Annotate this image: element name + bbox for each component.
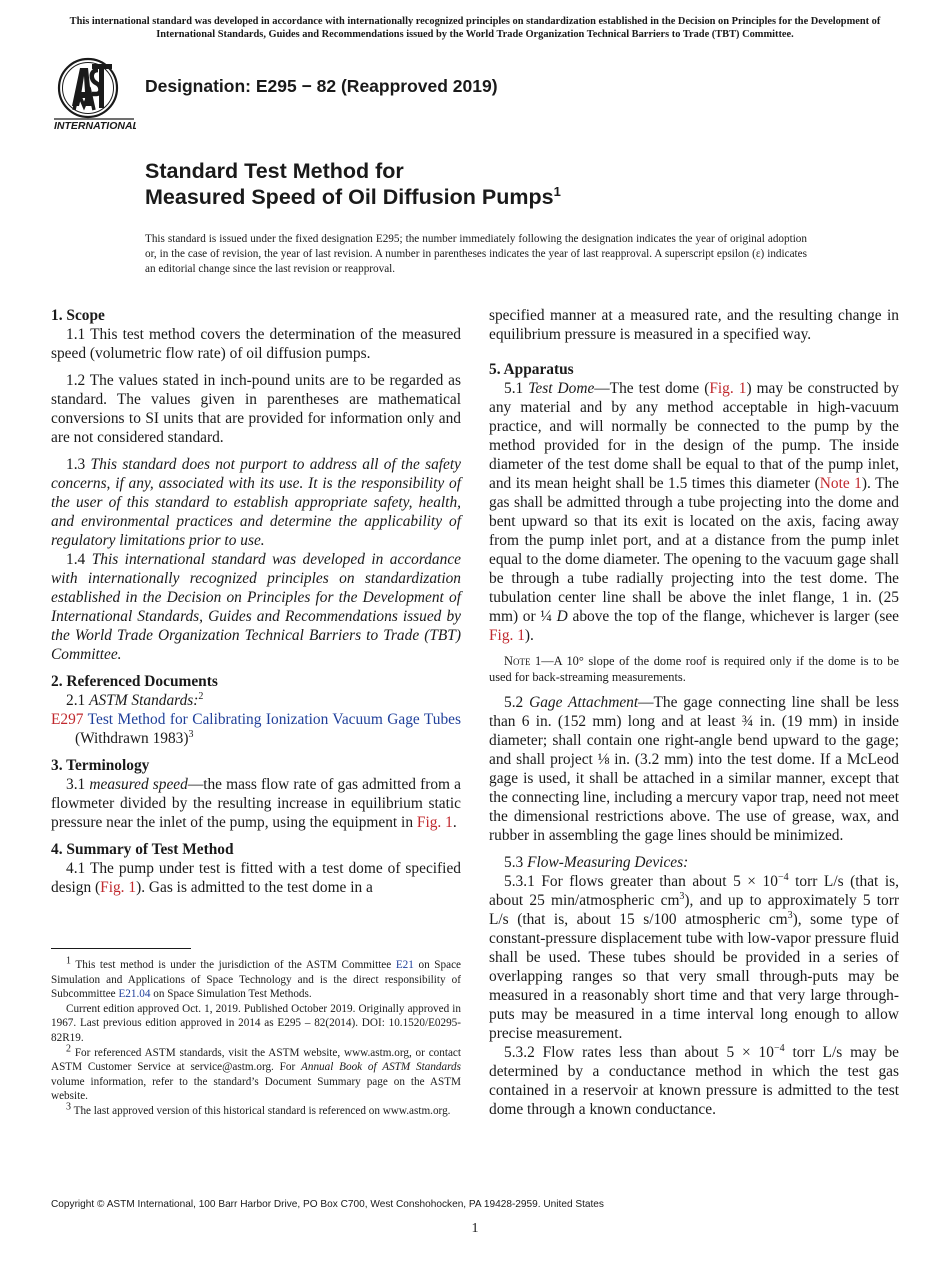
right-column: [489, 306, 899, 1119]
para-2-1: [51, 691, 461, 710]
footnote-1-a: This test method is under the jurisdiction of the ASTM Committee: [75, 959, 392, 971]
para-5-1-num: 5.1: [504, 380, 524, 397]
para-5-3-2: [489, 1043, 899, 1119]
para-1-3: [51, 455, 461, 550]
para-5-1-c: ). The gas shall be admitted through a tube projecting into the dome and bent upward so that its exit is located on the axis, facing away from the pump inlet port, and at a distance from the pump inlet equal to the dome diameter. The opening to the vacuum gage shall be through a tube radially projecting into the test dome. The tubulation center line shall be above the inlet flange, 1 in. (25 mm) or ¼: [489, 475, 899, 625]
ref-code-link[interactable]: E297: [51, 711, 84, 728]
para-5-1-d: D: [556, 608, 568, 625]
top-notice: This international standard was developed in accordance with internationally recognized principles on standardization established in the Decision on Principles for the Development of International Standards, Guides and Recommendations issued by the World Trade Organization Technical Barriers to Trade (TBT) Committee.: [69, 16, 881, 40]
para-5-2-term: Gage Attachment: [529, 694, 639, 711]
para-4-1: [51, 859, 461, 897]
para-5-1-f: ).: [524, 627, 534, 644]
para-1-4-text: This international standard was developed in accordance with internationally recognized principles on standardization established in the Decision on Principles for the Development of International Standards, Guides and Recommendations issued by the World Trade Organization Technical Barriers to Trade (TBT) Committee.: [51, 551, 461, 663]
footnote-1-edition: Current edition approved Oct. 1, 2019. Published October 2019. Originally approved in 1967. Last previous edition approved in 2014 as E295 – 82(2014). DOI: 10.1520/E0295-82R19.: [51, 1002, 461, 1044]
para-3-1: [51, 775, 461, 832]
footnote-1-c: on Space Simulation Test Methods.: [153, 988, 312, 1001]
footnote-divider: [51, 948, 191, 949]
title-line-2: [145, 184, 561, 210]
logo-wordmark: INTERNATIONAL: [54, 120, 136, 132]
para-5-3: [489, 853, 899, 872]
title-line-1: Standard Test Method for: [145, 159, 404, 183]
para-5-1: [489, 379, 899, 645]
referenced-standard: [51, 710, 461, 748]
para-5-3-2-exp: −4: [773, 1042, 785, 1054]
para-5-2: [489, 693, 899, 845]
fig-1-link[interactable]: Fig. 1: [100, 879, 137, 896]
para-5-3-1-a: 5.3.1 For flows greater than about 5 × 10: [504, 873, 778, 890]
subcommittee-e21-04-link[interactable]: E21.04: [118, 988, 151, 1001]
para-5-3-1-c: ), and up to approximately 5 torr L/s (that is, about 15 s/100 atmospheric cm: [489, 892, 899, 928]
footnote-3: [51, 1101, 461, 1119]
footnotes: [51, 955, 461, 1119]
footnote-2-mark: 2: [66, 1042, 71, 1054]
para-5-3-1-exp3: 3: [787, 909, 793, 921]
fig-1-link[interactable]: Fig. 1: [416, 814, 453, 831]
para-5-3-2-b: torr L/s may be determined by a conductance method in which the test gas contained in a reservoir at known pressure is admitted to the test dome through a known conductance.: [489, 1044, 899, 1118]
para-2-1-num: 2.1: [66, 692, 86, 709]
para-5-3-1-exp2: 3: [679, 890, 685, 902]
para-4-1-continued: specified manner at a measured rate, and the resulting change in equilibrium pressure is measured in a specified way.: [489, 307, 899, 343]
issued-notice: This standard is issued under the fixed designation E295; the number immediately following the designation indicates the year of original adoption or, in the case of revision, the year of last revision. A number in parentheses indicates the year of last reapproval. A superscript epsilon (ε) indicates an editorial change since the last revision or reapproval.: [145, 233, 807, 275]
fig-1-link[interactable]: Fig. 1: [489, 627, 525, 644]
note-1-label: Note 1: [504, 654, 542, 668]
footnote-2-a: For referenced ASTM standards, visit the ASTM website, www.astm.org, or contact ASTM Customer Service at service@astm.org. For: [51, 1046, 461, 1074]
para-4-1-b: ). Gas is admitted to the test dome in a: [136, 879, 373, 896]
title-footnote-mark: 1: [553, 183, 561, 199]
note-1: [489, 653, 899, 685]
page-number: 1: [471, 1221, 479, 1236]
footnote-2-italic: Annual Book of ASTM Standards: [301, 1061, 461, 1074]
ref-title-link[interactable]: Test Method for Calibrating Ionization Vacuum Gage Tubes: [87, 711, 461, 728]
para-3-1-num: 3.1: [66, 776, 86, 793]
fig-1-link[interactable]: Fig. 1: [709, 380, 747, 397]
footnote-2-b: volume information, refer to the standard’s Document Summary page on the ASTM website.: [51, 1075, 461, 1103]
section-1-heading: 1. Scope: [51, 307, 105, 324]
note-1-text: —A 10° slope of the dome roof is required only if the dome is to be used for back-streaming measurements.: [489, 654, 899, 684]
para-5-1-b: ) may be constructed by any material and by any method acceptable in high-vacuum practice, and will normally be connected to the pump by the method provided for in the design of the pump. The inside diameter of the test dome shall be equal to that of the pump inlet, and its mean height shall be 1.5 times this diameter (: [489, 380, 899, 492]
para-3-1-end: .: [452, 814, 457, 831]
para-5-2-num: 5.2: [504, 694, 524, 711]
para-5-1-e: above the top of the flange, whichever is larger (see: [572, 608, 899, 625]
para-1-4: [51, 550, 461, 664]
para-1-2: 1.2 The values stated in inch-pound units are to be regarded as standard. The values given in parentheses are mathematical conversions to SI units that are provided for information only and are not considered standard.: [51, 372, 461, 446]
section-5-heading: 5. Apparatus: [489, 361, 574, 378]
footnote-1: [51, 955, 461, 1002]
footnote-3-mark: 3: [66, 1101, 71, 1113]
para-5-3-1-exp: −4: [777, 871, 789, 883]
ref-sup: 3: [188, 728, 194, 740]
footnote-1-b: on Space Simulation and Applications of Space Technology and is the direct responsibility of Subcommittee: [51, 959, 461, 1001]
para-2-1-sup: 2: [198, 690, 204, 702]
para-2-1-text: ASTM Standards:: [89, 692, 199, 709]
para-5-1-term: Test Dome: [528, 380, 595, 397]
para-3-1-text: —the mass flow rate of gas admitted from a flowmeter divided by the resulting increase in equilibrium static pressure near the inlet of the pump, using the equipment in: [51, 776, 461, 831]
para-5-3-1: [489, 872, 899, 1043]
footnote-1-mark: 1: [66, 955, 71, 967]
copyright: Copyright © ASTM International, 100 Barr Harbor Drive, PO Box C700, West Conshohocken, PA 19428-2959. United States: [51, 1199, 604, 1210]
section-3-heading: 3. Terminology: [51, 757, 150, 774]
para-5-3-num: 5.3: [504, 854, 524, 871]
para-1-3-text: This standard does not purport to address all of the safety concerns, if any, associated with its use. It is the responsibility of the user of this standard to establish appropriate safety, health, and environmental practices and determine the applicability of regulatory limitations prior to use.: [51, 456, 461, 549]
para-5-1-a: —The test dome (: [594, 380, 710, 397]
para-4-1-a: 4.1 The pump under test is fitted with a test dome of specified design (: [51, 860, 461, 896]
left-column: [51, 306, 461, 897]
para-5-3-term: Flow-Measuring Devices:: [527, 854, 689, 871]
designation: Designation: E295 − 82 (Reapproved 2019): [145, 76, 498, 96]
document-title: [145, 158, 561, 210]
footnote-2: [51, 1042, 461, 1104]
committee-e21-link[interactable]: E21: [395, 959, 414, 971]
ref-status: (Withdrawn 1983): [75, 730, 189, 747]
para-5-3-1-d: ), some type of constant-pressure displacement tube with low-vapor pressure fluid shall be used. These tubes should be provided in a series of overlapping ranges so that very small through-puts may be measured in a reasonably short time and that very large through-puts may be measured in a time interval long enough to allow precise measurement.: [489, 911, 900, 1042]
para-5-2-text: —The gage connecting line shall be less than 6 in. (152 mm) long and at least ¾ in. (19 mm) in inside diameter; shall contain one right-angle bend upward to the gage; and shall project ⅛ in. (3.2 mm) into the test dome. If a McLeod gage is used, it shall be attached in a similar manner, except that the connecting line, including a mercury vapor trap, need not meet the dimensional restrictions above. The use of grease, wax, and rubber in assembling the gage lines should be minimized.: [489, 694, 899, 844]
para-1-1: 1.1 This test method covers the determination of the measured speed (volumetric flow rate) of oil diffusion pumps.: [51, 326, 461, 362]
astm-logo: [52, 56, 136, 134]
para-3-1-term: measured speed: [89, 776, 188, 793]
para-5-3-1-b: torr L/s (that is, about 25 min/atmospheric cm: [489, 873, 899, 909]
para-1-3-num: 1.3: [66, 456, 86, 473]
section-2-heading: 2. Referenced Documents: [51, 673, 218, 690]
note-1-link[interactable]: Note 1: [819, 475, 862, 492]
para-5-3-2-a: 5.3.2 Flow rates less than about 5 × 10: [504, 1044, 774, 1061]
section-4-heading: 4. Summary of Test Method: [51, 841, 234, 858]
para-1-4-num: 1.4: [66, 551, 86, 568]
footnote-3-text: The last approved version of this historical standard is referenced on www.astm.org.: [73, 1104, 451, 1117]
title-line-2-text: Measured Speed of Oil Diffusion Pumps: [145, 185, 554, 209]
